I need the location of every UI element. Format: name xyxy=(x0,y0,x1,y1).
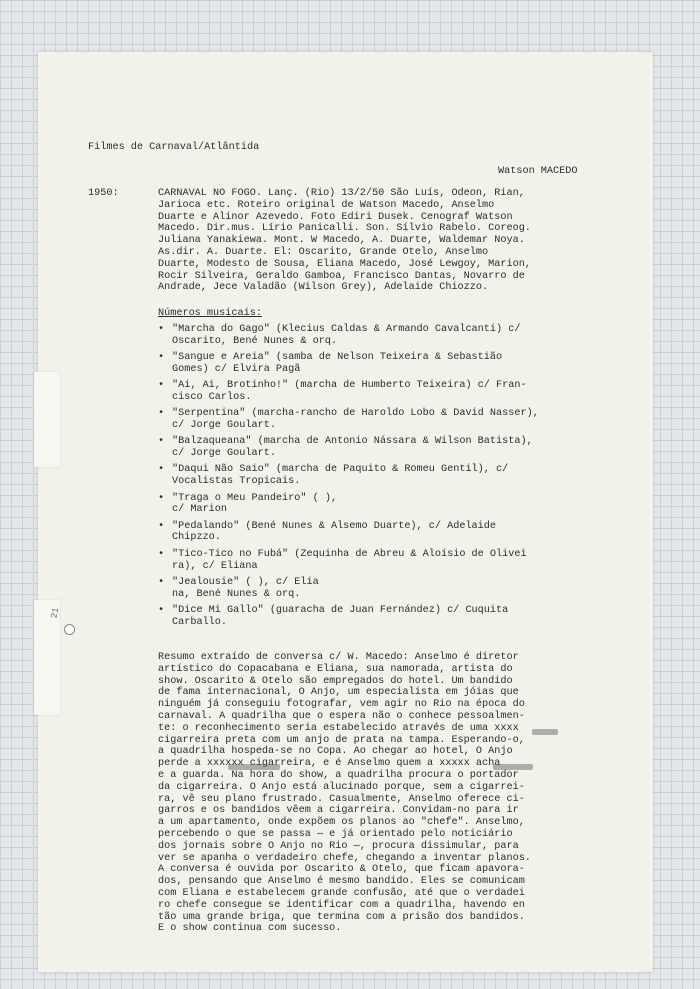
song-text: "Pedalando" (Bené Nunes & Alsemo Duarte), c/ Adelaide Chipzzo. xyxy=(172,520,497,544)
song-item xyxy=(158,549,628,573)
song-text: "Serpentina" (marcha-rancho de Haroldo Lobo & David Nasser), c/ Jorge Goulart. xyxy=(172,408,539,432)
song-text: "Traga o Meu Pandeiro" ( ), c/ Marion xyxy=(172,492,338,516)
song-text: "Balzaqueana" (marcha de Antonio Nássara & Wilson Batista), c/ Jorge Goulart. xyxy=(172,436,533,460)
song-item xyxy=(158,464,628,488)
strikeout-mark xyxy=(493,764,533,770)
typewritten-page xyxy=(38,52,653,972)
document-title: Filmes de Carnaval/Atlântida xyxy=(88,142,260,153)
song-item xyxy=(158,352,628,376)
year-label: 1950: xyxy=(88,188,119,199)
bullet-icon: • xyxy=(158,352,165,364)
bullet-icon: • xyxy=(158,464,165,476)
song-item xyxy=(158,408,628,432)
song-item xyxy=(158,324,628,348)
bullet-icon: • xyxy=(158,380,165,392)
song-text: "Sangue e Areia" (samba de Nelson Teixeira & Sebastião Gomes) c/ Elvira Pagã xyxy=(172,352,503,375)
bullet-icon: • xyxy=(158,576,165,588)
song-text: "Tico-Tico no Fubá" (Zequinha de Abreu & Aloísio de Olivei ra), c/ Eliana xyxy=(172,548,527,572)
song-item xyxy=(158,577,628,601)
song-text: "Marcha do Gago" (Klecius Caldas & Armando Cavalcanti) c/ Oscarito, Bené Nunes & orq. xyxy=(172,324,521,347)
pin-hole xyxy=(64,624,75,635)
bullet-icon: • xyxy=(158,436,165,448)
strikeout-mark xyxy=(228,764,280,770)
tape-strip xyxy=(34,372,60,467)
song-item xyxy=(158,436,628,460)
bullet-icon: • xyxy=(158,548,165,560)
song-item xyxy=(158,605,628,629)
songs-heading: Números musicais: xyxy=(158,308,262,319)
song-text: "Dice Mi Gallo" (guaracha de Juan Fernández) c/ Cuquita Carballo. xyxy=(172,604,509,628)
bullet-icon: • xyxy=(158,408,165,420)
film-credits: CARNAVAL NO FOGO. Lanç. (Rio) 13/2/50 São Luís, Odeon, Rian, Jarioca etc. Roteiro original de Watson Macedo, Anselmo Duarte e Alinor Azevedo. Foto Ediri Dusek. Cenograf Watson Macedo. Dir.mus. Lírio Panicalli. Son. Sílvio Rabelo. Coreog. Juliana Yanakiewa. Mont. W Macedo, A. Duarte, Waldemar Noya. As.dir. A. Duarte. El: Oscarito, Grande Otelo, Anselmo Duarte, Modesto de Sousa, Eliana Macedo, José Lewgoy, Marion, Rocir Silveira, Geraldo Gamboa, Francisco Dantas, Novarro de Andrade, Jece Valadão (Wilson Grey), Adelaide Chiozzo. xyxy=(158,188,531,294)
song-list xyxy=(158,324,628,633)
strikeout-mark xyxy=(532,729,558,735)
song-item xyxy=(158,380,628,404)
bullet-icon: • xyxy=(158,324,165,335)
author-name: Watson MACEDO xyxy=(498,166,578,177)
song-item xyxy=(158,521,628,545)
song-text: "Jealousie" ( ), c/ Elia na, Bené Nunes & orq. xyxy=(172,576,319,600)
song-text: "Ai, Ai, Brotinho!" (marcha de Humberto Teixeira) c/ Fran- cisco Carlos. xyxy=(172,380,527,403)
bullet-icon: • xyxy=(158,492,165,504)
margin-note: 21 xyxy=(49,606,62,620)
plot-summary: Resumo extraído de conversa c/ W. Macedo: Anselmo é diretor artístico do Copacabana e Eliana, sua namorada, artista do show. Oscarito & Otelo são empregados do hotel. Um bandido de fama internacional, O Anjo, um especialista em jóias que ninguém já conseguiu fotografar, vem agir no Rio na época do carnaval. A quadrilha que o espera não o conhece pessoalmen- te: o reconhecimento seria estabelecido através de uma xxxx cigarreira preta com um anjo de prata na tampa. Esperando-o, a quadrilha hospeda-se no Copa. Ao chegar ao hotel, O Anjo perde a xxxxxx cigarreira, e é Anselmo quem a xxxxx acha e a guarda. Na hora do show, a quadrilha procura o portador da cigarreira. O Anjo está alucinado porque, sem a cigarrei- ra, vê seu plano frustrado. Casualmente, Anselmo oferece ci- garros e os bandidos vêem a cigarreira. Convidam-no para ir a um apartamento, onde expõem os planos ao "chefe". Anselmo, percebendo o que se passa — e já orientado pelo noticiário dos jornais sobre O Anjo no Rio —, procura dissimular, para ver se apanha o verdadeiro chefe, chegando a inventar planos. A conversa é ouvida por Oscarito & Otelo, que ficam apavora- dos, pensando que Anselmo é mesmo bandido. Eles se comunicam com Eliana e estabelecem grande confusão, até que o verdadei ro chefe consegue se identificar com a quadrilha, havendo en tão uma grande briga, que termina com a prisão dos bandidos. E o show continua com sucesso. xyxy=(158,652,531,935)
bullet-icon: • xyxy=(158,604,165,616)
song-item xyxy=(158,493,628,517)
bullet-icon: • xyxy=(158,520,165,532)
song-text: "Daqui Não Saio" (marcha de Paquito & Romeu Gentil), c/ Vocalistas Tropicais. xyxy=(172,464,509,488)
